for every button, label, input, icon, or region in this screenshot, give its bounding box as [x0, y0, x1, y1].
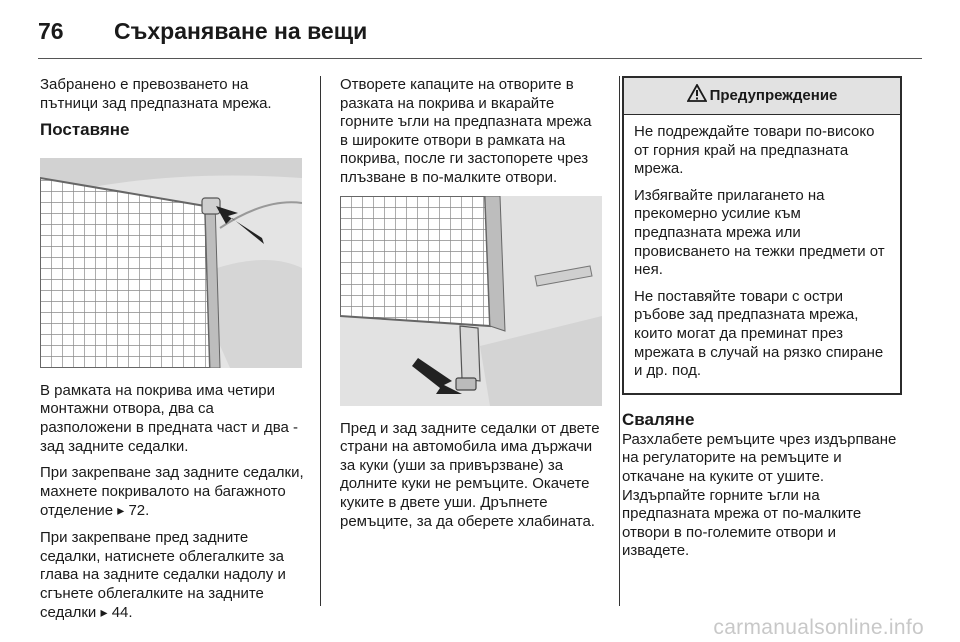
warning-header: [624, 78, 900, 115]
cargo-net-roof-illustration: [40, 158, 302, 368]
warning-paragraph-force: Избягвайте прилагането на прекомерно усилие към предпазната мрежа или провисването на тежки предмети от нея.: [634, 186, 885, 279]
warning-triangle-icon: [687, 84, 707, 108]
cargo-net-floor-hook-illustration: [340, 196, 602, 406]
section-heading-install: Поставяне: [40, 120, 130, 140]
section-heading-remove: Сваляне: [622, 409, 695, 429]
column-divider-1: [320, 76, 321, 606]
column-1: [40, 76, 304, 631]
paragraph-before-seats: [40, 529, 304, 623]
paragraph-floor-hooks: Пред и зад задните седалки от двете страни на автомобила има държачи за куки (уши за привързване) за долните куки не ремъците. Окачете куките в двете уши. Дръпнете ремъците, за да оберете хлабината.: [340, 419, 600, 530]
paragraph-mount-holes: В рамката на покрива има четири монтажни отвора, два са разположени в предната част и два - зад задните седалки.: [40, 381, 299, 455]
paragraph-behind-seats-text: При закрепване зад задните седалки, махнете покривалото на багажното отделение: [40, 464, 304, 520]
page-number: 76: [38, 17, 64, 44]
page-ref-72[interactable]: 72.: [128, 502, 150, 520]
warning-title: Предупреждение: [709, 86, 838, 104]
intro-paragraph: Забранено е превозването на пътници зад предпазната мрежа.: [40, 76, 272, 112]
warning-paragraph-height: Не подреждайте товари по-високо от горния край на предпазната мрежа.: [634, 123, 875, 178]
page-header: [38, 14, 367, 48]
warning-body: [624, 115, 900, 393]
warning-box: [622, 76, 902, 395]
column-3: [622, 76, 902, 569]
column-2: [340, 76, 602, 539]
header-divider: [38, 58, 922, 59]
page-ref-icon[interactable]: ▸: [100, 604, 108, 621]
warning-paragraph-sharp-edges: Не поставяйте товари с остри ръбове зад предпазната мрежа, които могат да преминат през мрежата в случай на рязко спиране и др. под.: [634, 287, 884, 380]
paragraph-behind-seats: [40, 464, 304, 521]
page-ref-44[interactable]: 44.: [111, 604, 133, 622]
watermark: carmanualsonline.info: [713, 616, 924, 639]
paragraph-roof-openings: Отворете капаците на отворите в разката на покрива и вкарайте горните ъгли на предпазната мрежа в широките отвори в рамката на покрива, после ги застопорете чрез плъзване в по-малките отвори.: [340, 76, 592, 186]
page-title: Съхраняване на вещи: [114, 17, 368, 44]
paragraph-before-seats-text: При закрепване пред задните седалки, натиснете облегалките за глава на задните седалки надолу и сгънете облегалките на задните седалки: [40, 528, 286, 622]
column-divider-2: [619, 76, 620, 606]
paragraph-removal: Разхлабете ремъците чрез издърпване на регулаторите на ремъците и откачане на куките от ушите. Издърпайте горните ъгли на предпазната мрежа от по-малките отвори в по-големите отвори и извадете.: [622, 430, 897, 560]
page-ref-icon[interactable]: ▸: [117, 502, 125, 519]
